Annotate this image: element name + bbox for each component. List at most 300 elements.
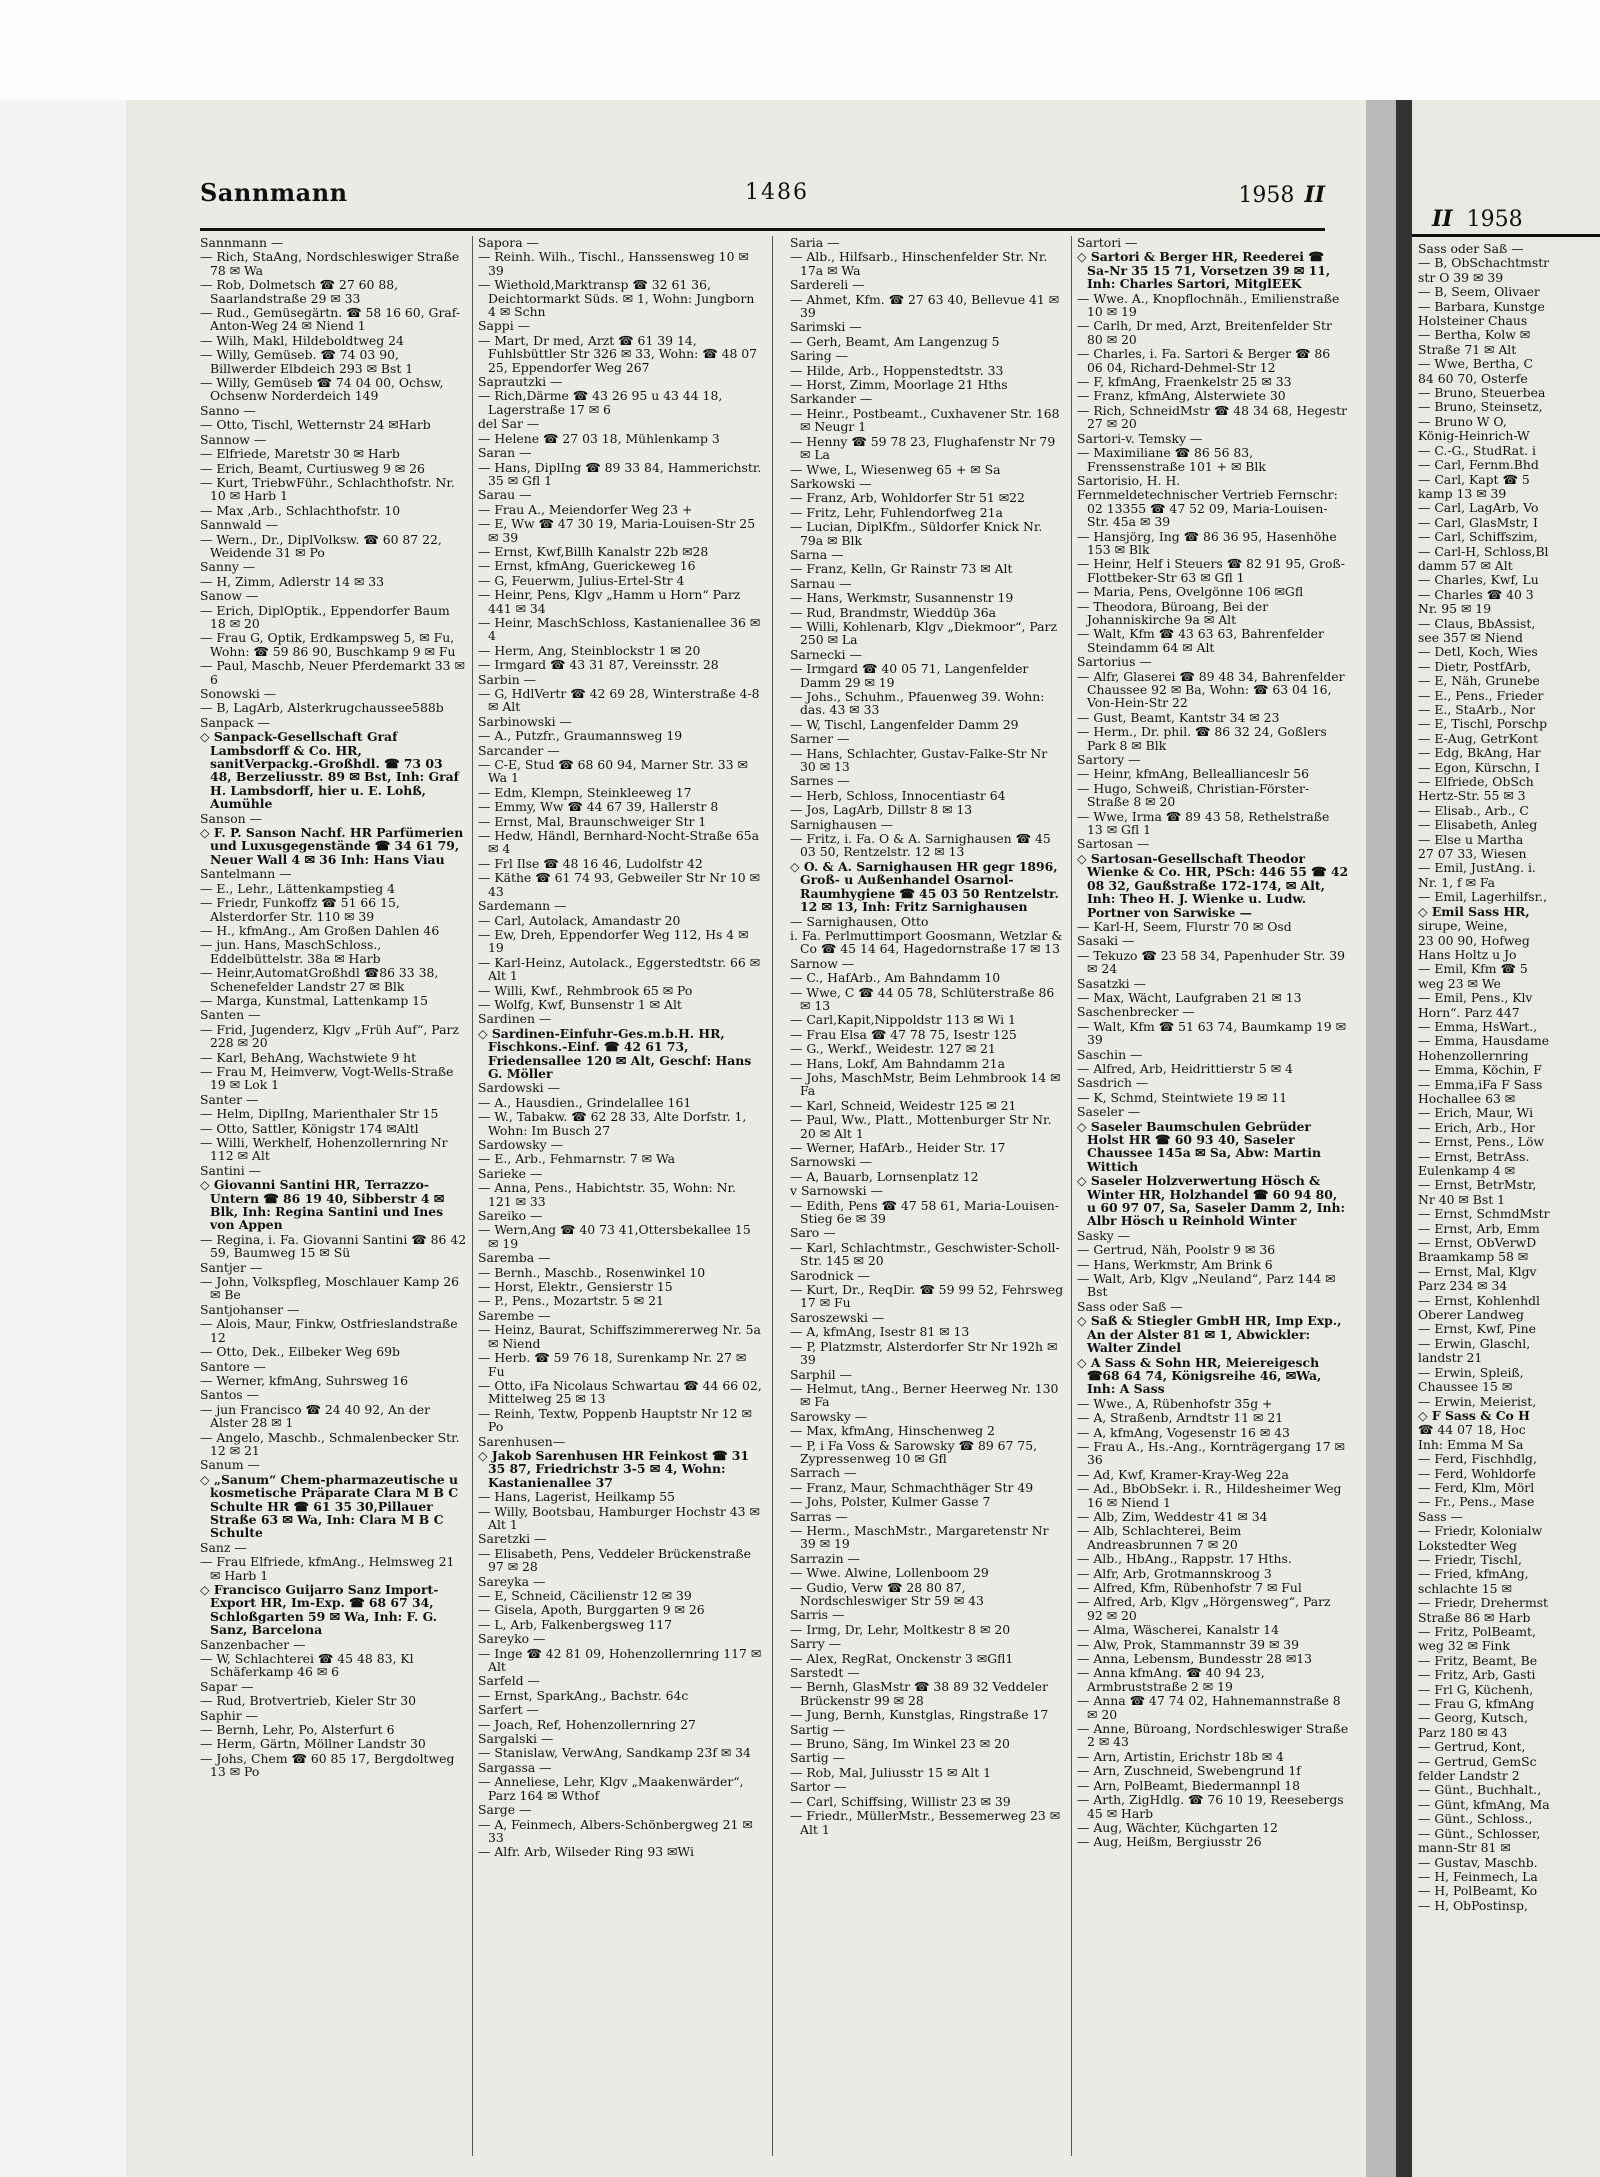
facing-entry: — Günt., Schlosser,: [1418, 1825, 1541, 1841]
directory-entry: — E., Lehr., Lättenkampstieg 4: [200, 880, 395, 896]
directory-entry: Saremba —: [478, 1250, 551, 1266]
facing-entry: weg 23 ✉ We: [1418, 975, 1501, 991]
directory-entry: — Max, kfmAng, Hinschenweg 2: [790, 1423, 995, 1439]
directory-entry: — Ad, Kwf, Kramer-Kray-Weg 22a: [1077, 1466, 1289, 1482]
directory-entry: — Arn, Artistin, Erichstr 18b ✉ 4: [1077, 1748, 1284, 1764]
directory-entry: ◇ Francisco Guijarro Sanz Import-Export HR, Im-Exp. ☎ 68 67 34, Schloßgarten 59 ✉ Wa, Inh: F. G. Sanz, Barcelona: [200, 1582, 439, 1638]
directory-entry: — Hans, Lokf, Am Bahndamm 21a: [790, 1055, 1005, 1071]
directory-entry: Sareiko —: [478, 1208, 543, 1224]
facing-entry: ◇ F Sass & Co H: [1418, 1407, 1530, 1423]
facing-entry: — Ernst, Kwf, Pine: [1418, 1321, 1536, 1337]
directory-entry: — Rich, StaAng, Nordschleswiger Straße 78 ✉ Wa: [200, 249, 460, 278]
directory-entry: Saschenbrecker —: [1077, 1004, 1195, 1020]
directory-entry: Sanpack —: [200, 714, 270, 730]
directory-entry: Sareyka —: [478, 1573, 546, 1589]
directory-entry: — Ernst, Kwf,Billh Kanalstr 22b ✉28: [478, 543, 709, 559]
gutter-shadow: [1396, 100, 1412, 2177]
directory-entry: — Paul, Maschb, Neuer Pferdemarkt 33 ✉ 6: [200, 658, 465, 687]
directory-entry: — Edm, Klempn, Steinkleeweg 17: [478, 784, 692, 800]
directory-entry: — Willi, Kohlenarb, Klgv „Diekmoor“, Parz 250 ✉ La: [790, 618, 1058, 648]
directory-entry: — Otto, Tischl, Wetternstr 24 ✉Harb: [200, 417, 431, 433]
directory-entry: — G, HdlVertr ☎ 42 69 28, Winterstraße 4-8 ✉ Alt: [478, 686, 760, 715]
facing-entry: — Elisab., Arb., C: [1418, 802, 1529, 818]
directory-entry: Sanno —: [200, 402, 256, 418]
directory-entry: — Erich, DiplOptik., Eppendorfer Baum 18 ✉ 20: [200, 602, 450, 631]
directory-entry: Sarstedt —: [790, 1665, 860, 1681]
directory-entry: — Wern,Ang ☎ 40 73 41,Ottersbekallee 15 ✉ 19: [478, 1222, 751, 1251]
directory-entry: Sappi —: [478, 318, 531, 334]
directory-entry: — H., kfmAng., Am Großen Dahlen 46: [200, 922, 440, 938]
facing-entry: — Bruno W O,: [1418, 413, 1507, 429]
directory-entry: — Heinr., Postbeamt., Cuxhavener Str. 168 ✉ Neugr 1: [790, 405, 1060, 435]
facing-entry: — Carl, LagArb, Vo: [1418, 500, 1539, 516]
running-head: Sannmann: [200, 178, 348, 207]
directory-entry: Sasatzki —: [1077, 975, 1146, 991]
directory-entry: — W., Tabakw. ☎ 62 28 33, Alte Dorfstr. 1, Wohn: Im Busch 27: [478, 1109, 747, 1138]
directory-entry: Sartorisio, H. H.: [1077, 472, 1181, 488]
facing-entry: — Dietr, PostfArb,: [1418, 658, 1531, 674]
directory-entry: Saria —: [790, 236, 840, 250]
facing-entry: Sass —: [1418, 1508, 1463, 1524]
facing-column: [1418, 242, 1600, 2162]
directory-entry: — Irmg, Dr, Lehr, Moltkestr 8 ✉ 20: [790, 1621, 1011, 1637]
directory-entry: Santer —: [200, 1091, 259, 1107]
directory-entry: — Johs, Chem ☎ 60 85 17, Bergdoltweg 13 ✉ Po: [200, 1750, 455, 1780]
directory-entry: ◇ Giovanni Santini HR, Terrazzo-Untern ☎ 86 19 40, Sibberstr 4 ✉ Blk, Inh: Regina Santini und Ines von Appen: [200, 1177, 445, 1233]
column-4: [1077, 236, 1349, 2156]
facing-entry: — Ernst, Kohlenhdl: [1418, 1292, 1541, 1308]
page-number: 1486: [745, 180, 809, 205]
directory-entry: Sasky —: [1077, 1227, 1131, 1243]
directory-entry: Saseler —: [1077, 1104, 1141, 1120]
directory-entry: — Arn, Zuschneid, Swebengrund 1f: [1077, 1763, 1301, 1779]
directory-entry: — Rob, Mal, Juliusstr 15 ✉ Alt 1: [790, 1764, 991, 1780]
facing-entry: Inh: Emma M Sa: [1418, 1436, 1524, 1452]
directory-entry: — Alfr, Glaserei ☎ 89 48 34, Bahrenfelder Chaussee 92 ✉ Ba, Wohn: ☎ 63 04 16, Von-Hein-Str 22: [1077, 668, 1345, 711]
facing-entry: — Carl, Schiffszim,: [1418, 529, 1538, 545]
directory-entry: — Bernh, GlasMstr ☎ 38 89 32 Veddeler Brückenstr 99 ✉ 28: [790, 1679, 1049, 1708]
facing-entry: felder Landstr 2: [1418, 1768, 1520, 1784]
directory-entry: — Frau A., Meiendorfer Weg 23 +: [478, 501, 693, 517]
directory-entry: — Wwe. A., Knopflochnäh., Emilienstraße 10 ✉ 19: [1077, 290, 1340, 320]
directory-entry: Sardowsky —: [478, 1137, 563, 1152]
directory-entry: — Henny ☎ 59 78 23, Flughafenstr Nr 79 ✉ La: [790, 433, 1056, 463]
directory-entry: del Sar —: [478, 416, 540, 432]
directory-entry: Sarnighausen —: [790, 816, 894, 832]
directory-entry: — Johs, MaschMstr, Beim Lehmbrook 14 ✉ Fa: [790, 1069, 1061, 1099]
directory-entry: — Frau Elfriede, kfmAng., Helmsweg 21 ✉ Harb 1: [200, 1554, 455, 1583]
directory-entry: — Carl, Autolack, Amandastr 20: [478, 912, 681, 928]
directory-entry: Sapora —: [478, 236, 539, 250]
facing-entry: Chaussee 15 ✉: [1418, 1379, 1513, 1395]
directory-entry: Sarris —: [790, 1607, 845, 1623]
directory-entry: ◇ A Sass & Sohn HR, Meiereigesch ☎68 64 74, Königsreihe 46, ✉Wa, Inh: A Sass: [1077, 1354, 1322, 1397]
facing-entry: — Detl, Koch, Wies: [1418, 644, 1538, 660]
facing-page: [1412, 100, 1600, 2177]
facing-entry: weg 32 ✉ Fink: [1418, 1638, 1510, 1654]
directory-entry: Sarrach —: [790, 1465, 857, 1481]
facing-entry: — Bruno, Steuerbea: [1418, 385, 1546, 401]
directory-entry: Sarcander —: [478, 742, 560, 758]
directory-entry: — Lucian, DiplKfm., Süldorfer Knick Nr. 79a ✉ Blk: [790, 519, 1043, 548]
directory-entry: — Carl,Kapit,Nippoldstr 113 ✉ Wi 1: [790, 1012, 1016, 1028]
facing-entry: — Ernst, BetrAss.: [1418, 1148, 1530, 1164]
facing-entry: — Carl, GlasMstr, I: [1418, 514, 1538, 530]
facing-entry: — Günt., Buchhalt.,: [1418, 1782, 1542, 1798]
directory-entry: — Johs, Polster, Kulmer Gasse 7: [790, 1494, 991, 1510]
facing-entry: — Emma, HsWart.,: [1418, 1018, 1538, 1034]
facing-entry: — Emil, JustAng. i.: [1418, 860, 1536, 876]
directory-entry: — Frau M, Heimverw, Vogt-Wells-Straße 19 ✉ Lok 1: [200, 1063, 454, 1093]
directory-entry: — Anneliese, Lehr, Klgv „Maakenwärder“, Parz 164 ✉ Wthof: [478, 1774, 744, 1803]
column-divider: [772, 236, 773, 2156]
directory-entry: — Karl, Schlachtmstr., Geschwister-Scholl-Str. 145 ✉ 20: [790, 1239, 1060, 1269]
facing-page-header: [1432, 206, 1523, 232]
directory-entry: — Theodora, Büroang, Bei der Johanniskirche 9a ✉ Alt: [1077, 598, 1269, 627]
directory-entry: — Ernst, Mal, Braunschweiger Str 1: [478, 813, 707, 829]
facing-entry: — Günt, kfmAng, Ma: [1418, 1796, 1550, 1812]
directory-entry: — Ew, Dreh, Eppendorfer Weg 112, Hs 4 ✉ 19: [478, 926, 749, 956]
facing-entry: — Gustav, Maschb.: [1418, 1854, 1538, 1870]
directory-entry: — Alfred, Arb, Klgv „Hörgensweg“, Parz 92 ✉ 20: [1077, 1594, 1331, 1623]
facing-entry: Parz 234 ✉ 34: [1418, 1278, 1508, 1294]
directory-entry: — Franz, kfmAng, Alsterwiete 30: [1077, 388, 1286, 404]
directory-entry: Sarnes —: [790, 773, 850, 789]
directory-entry: — A, Bauarb, Lornsenplatz 12: [790, 1168, 979, 1184]
facing-entry: Holsteiner Chaus: [1418, 313, 1528, 329]
facing-entry: — Gertrud, GemSc: [1418, 1753, 1537, 1769]
facing-entry: 23 00 90, Hofweg: [1418, 932, 1530, 948]
directory-entry: — Walt, Kfm ☎ 43 63 63, Bahrenfelder Steindamm 64 ✉ Alt: [1077, 626, 1324, 655]
directory-entry: — Rich, SchneidMstr ☎ 48 34 68, Hegestr 27 ✉ 20: [1077, 402, 1348, 432]
facing-entry: sirupe, Weine,: [1418, 918, 1508, 934]
facing-entry: — Else u Martha: [1418, 831, 1524, 847]
directory-entry: — Marga, Kunstmal, Lattenkamp 15: [200, 992, 428, 1008]
directory-entry: — Aug, Wächter, Küchgarten 12: [1077, 1819, 1278, 1835]
directory-entry: ◇ Saß & Stiegler GmbH HR, Imp Exp., An der Alster 81 ✉ 1, Abwickler: Walter Zindel: [1077, 1313, 1342, 1356]
facing-entry: — Erwin, Glaschl,: [1418, 1335, 1531, 1351]
facing-entry: — Erwin, Spleiß,: [1418, 1364, 1524, 1380]
directory-entry: — Frau A., Hs.-Ang., Kornträgergang 17 ✉ 36: [1077, 1438, 1345, 1468]
facing-entry: — Ferd, Klm, Mörl: [1418, 1479, 1535, 1495]
directory-entry: — Edith, Pens ☎ 47 58 61, Maria-Louisen-Stieg 6e ✉ 39: [790, 1197, 1059, 1227]
facing-entry: — Friedr, Kolonialw: [1418, 1523, 1543, 1539]
directory-entry: — P, i Fa Voss & Sarowsky ☎ 89 67 75, Zypressenweg 10 ✉ Gfl: [790, 1437, 1038, 1466]
directory-entry: Santini —: [200, 1162, 262, 1178]
directory-entry: — Hans, Schlachter, Gustav-Falke-Str Nr 30 ✉ 13: [790, 745, 1048, 775]
directory-entry: — Walt, Arb, Klgv „Neuland“, Parz 144 ✉ Bst: [1077, 1271, 1336, 1300]
directory-entry: — Alb, Schlachterei, Beim Andreasbrunnen 7 ✉ 20: [1077, 1523, 1242, 1552]
directory-entry: — Horst, Zimm, Moorlage 21 Hths: [790, 377, 1008, 393]
directory-entry: ◇ Sartori & Berger HR, Reederei ☎ Sa-Nr 35 15 71, Vorsetzen 39 ✉ 11, Inh: Charles Sartori, MitglEEK: [1077, 249, 1331, 292]
facing-entry: — Friedr, Drehermst: [1418, 1595, 1549, 1611]
directory-entry: — Carlh, Dr med, Arzt, Breitenfelder Str 80 ✉ 20: [1077, 318, 1332, 347]
scan-margin-top: [0, 0, 1600, 100]
facing-entry: Parz 180 ✉ 43: [1418, 1724, 1508, 1740]
facing-entry: — Friedr, Tischl,: [1418, 1551, 1522, 1567]
directory-entry: — A., Putzfr., Graumannsweg 19: [478, 728, 683, 744]
facing-entry: Hohenzollernring: [1418, 1047, 1529, 1063]
directory-entry: Santore —: [200, 1358, 266, 1374]
directory-entry: Sonowski —: [200, 686, 277, 701]
directory-entry: — Alb., Hilfsarb., Hinschenfelder Str. Nr. 17a ✉ Wa: [790, 249, 1048, 278]
directory-entry: — Heinr, Helf i Steuers ☎ 82 91 95, Groß-Flottbeker-Str 63 ✉ Gfl 1: [1077, 556, 1345, 585]
directory-entry: — Alfred, Kfm, Rübenhofstr 7 ✉ Ful: [1077, 1580, 1302, 1595]
directory-entry: Saran —: [478, 445, 532, 461]
directory-entry: — A, kfmAng, Isestr 81 ✉ 13: [790, 1324, 970, 1340]
directory-entry: Sarfeld —: [478, 1673, 540, 1689]
facing-entry: — Emma, Köchin, F: [1418, 1062, 1542, 1078]
facing-entry: — Elisabeth, Anleg: [1418, 817, 1538, 833]
directory-entry: — H, Zimm, Adlerstr 14 ✉ 33: [200, 573, 385, 589]
directory-entry: — A, Straßenb, Arndtstr 11 ✉ 21: [1077, 1410, 1284, 1426]
directory-entry: — Herb. ☎ 59 76 18, Surenkamp Nr. 27 ✉ Fu: [478, 1350, 747, 1379]
directory-entry: — F, kfmAng, Fraenkelstr 25 ✉ 33: [1077, 374, 1292, 390]
directory-entry: Sardemann —: [478, 898, 567, 914]
facing-entry: — Emma, Hausdame: [1418, 1033, 1550, 1049]
directory-entry: — Mart, Dr med, Arzt ☎ 61 39 14, Fuhlsbüttler Str 326 ✉ 33, Wohn: ☎ 48 07 25, Eppendorfer Weg 267: [478, 332, 758, 375]
directory-entry: — Frau Elsa ☎ 47 78 75, Isestr 125: [790, 1026, 1017, 1042]
directory-entry: Santen —: [200, 1007, 261, 1023]
directory-entry: Sanum —: [200, 1457, 260, 1473]
facing-entry: Nr. 1, f ✉ Fa: [1418, 874, 1496, 890]
directory-entry: Sarna —: [790, 546, 844, 562]
facing-entry: — B, Seem, Olivaer: [1418, 284, 1540, 300]
facing-entry: mann-Str 81 ✉: [1418, 1840, 1511, 1856]
directory-entry: — Friedr, Funkoffz ☎ 51 66 15, Alsterdorfer Str. 110 ✉ 39: [200, 895, 400, 924]
facing-entry: — Charles ☎ 40 3: [1418, 586, 1534, 602]
directory-entry: — Wwe, C ☎ 44 05 78, Schlüterstraße 86 ✉ 13: [790, 984, 1055, 1013]
directory-entry: — Paul, Ww., Platt., Mottenburger Str Nr. 20 ✉ Alt 1: [790, 1112, 1052, 1141]
directory-entry: — Helm, DiplIng, Marienthaler Str 15: [200, 1106, 439, 1122]
directory-entry: — Alois, Maur, Finkw, Ostfrieslandstraße 12: [200, 1316, 458, 1345]
directory-entry: — Hilde, Arb., Hoppenstedtstr. 33: [790, 362, 1004, 378]
directory-entry: — Alfred, Arb, Heidrittierstr 5 ✉ 4: [1077, 1060, 1293, 1076]
directory-entry: Sasdrich —: [1077, 1075, 1149, 1091]
facing-entry: — Emma,iFa F Sass: [1418, 1076, 1543, 1092]
facing-entry: — Barbara, Kunstge: [1418, 298, 1545, 314]
directory-entry: — Anna, Pens., Habichtstr. 35, Wohn: Nr. 121 ✉ 33: [478, 1180, 736, 1209]
facing-entry: — Frau G, kfmAng: [1418, 1696, 1535, 1712]
directory-entry: — Karl-H, Seem, Flurstr 70 ✉ Osd: [1077, 918, 1292, 934]
directory-entry: ◇ O. & A. Sarnighausen HR gegr 1896, Groß- u Außenhandel Osarnol-Raumhygiene ☎ 45 03 50 Rentzelstr. 12 ✉ 13, Inh: Fritz Sarnighausen: [790, 858, 1059, 915]
directory-entry: Sartig —: [790, 1721, 846, 1737]
facing-entry: Hochallee 63 ✉: [1418, 1090, 1516, 1106]
facing-entry: — Claus, BbAssist,: [1418, 615, 1536, 631]
directory-entry: — Alb., HbAng., Rappstr. 17 Hths.: [1077, 1551, 1292, 1567]
facing-entry: — Charles, Kwf, Lu: [1418, 572, 1539, 588]
facing-entry: Braamkamp 58 ✉: [1418, 1249, 1529, 1265]
directory-entry: Santjohanser —: [200, 1301, 300, 1317]
directory-entry: Sarembe —: [478, 1307, 551, 1323]
directory-entry: Sartosan —: [1077, 836, 1150, 852]
facing-entry: — Ernst, ObVerwD: [1418, 1235, 1537, 1251]
directory-entry: — E, Ww ☎ 47 30 19, Maria-Louisen-Str 25 ✉ 39: [478, 516, 756, 545]
directory-entry: — Karl-Heinz, Autolack., Eggerstedtstr. 66 ✉ Alt 1: [478, 954, 761, 984]
directory-entry: Santjer —: [200, 1259, 263, 1275]
facing-entry: — H, PolBeamt, Ko: [1418, 1883, 1538, 1899]
facing-entry: Eulenkamp 4 ✉: [1418, 1163, 1516, 1178]
directory-entry: Sarrazin —: [790, 1550, 860, 1566]
directory-entry: — Horst, Elektr., Gensierstr 15: [478, 1279, 673, 1295]
facing-entry: — Emil, Lagerhilfsr.,: [1418, 889, 1548, 905]
directory-entry: — Herm, Ang, Steinblockstr 1 ✉ 20: [478, 642, 701, 658]
directory-entry: — B, LagArb, Alsterkrugchaussee588b: [200, 700, 444, 716]
directory-entry: — Fritz, Lehr, Fuhlendorfweg 21a: [790, 504, 1003, 520]
directory-entry: Sardereli —: [790, 277, 865, 293]
facing-entry: — Fr., Pens., Mase: [1418, 1494, 1535, 1510]
directory-entry: — Arth, ZigHdlg. ☎ 76 10 19, Reesebergs 45 ✉ Harb: [1077, 1792, 1344, 1821]
directory-entry: — Heinr,AutomatGroßhdl ☎86 33 38, Schenefelder Landstr 27 ✉ Blk: [200, 965, 439, 994]
directory-entry: Sanz —: [200, 1539, 247, 1555]
directory-entry: ◇ Saseler Holzverwertung Hösch & Winter HR, Holzhandel ☎ 60 94 80, u 60 97 07, Sa, Saseler Damm 2, Inh: Albr Hösch u Reinhold Winter: [1077, 1173, 1346, 1229]
directory-entry: — Johs., Schuhm., Pfauenweg 39. Wohn: das. 43 ✉ 33: [790, 689, 1045, 718]
directory-entry: — Bruno, Säng, Im Winkel 23 ✉ 20: [790, 1736, 1010, 1752]
directory-entry: — Bernh., Maschb., Rosenwinkel 10: [478, 1264, 706, 1280]
facing-entry: — E., StaArb., Nor: [1418, 702, 1535, 717]
directory-entry: — Bernh, Lehr, Po, Alsterfurt 6: [200, 1722, 395, 1738]
directory-entry: Saretzki —: [478, 1531, 547, 1547]
directory-entry: Sapar —: [200, 1678, 254, 1694]
directory-entry: — Ernst, SparkAng., Bachstr. 64c: [478, 1687, 689, 1703]
directory-entry: — G., Werkf., Weidestr. 127 ✉ 21: [790, 1041, 996, 1057]
directory-entry: — Helmut, tAng., Berner Heerweg Nr. 130 ✉ Fa: [790, 1380, 1059, 1410]
directory-entry: — Wwe., A, Rübenhofstr 35g +: [1077, 1395, 1273, 1411]
directory-entry: — Wiethold,Marktransp ☎ 32 61 36, Deichtormarkt Süds. ✉ 1, Wohn: Jungborn 4 ✉ Schn: [478, 277, 755, 320]
facing-entry: — Ernst, SchmdMstr: [1418, 1206, 1550, 1222]
directory-entry: — Gust, Beamt, Kantstr 34 ✉ 23: [1077, 709, 1280, 725]
facing-entry: — Ernst, Arb, Emm: [1418, 1220, 1540, 1236]
directory-entry: — Frid, Jugenderz, Klgv „Früh Auf“, Parz 228 ✉ 20: [200, 1021, 459, 1051]
directory-entry: Sannwald —: [200, 517, 279, 533]
directory-entry: — Carl, Schiffsing, Willistr 23 ✉ 39: [790, 1793, 1011, 1809]
facing-entry: — Frl G, Küchenh,: [1418, 1681, 1534, 1697]
directory-entry: — Ahmet, Kfm. ☎ 27 63 40, Bellevue 41 ✉ 39: [790, 291, 1060, 321]
facing-entry: — Fritz, Beamt, Be: [1418, 1652, 1538, 1668]
directory-entry: Sartori —: [1077, 236, 1138, 250]
directory-entry: — Werner, kfmAng, Suhrsweg 16: [200, 1372, 408, 1388]
directory-entry: — Heinr, Pens, Klgv „Hamm u Horn“ Parz 441 ✉ 34: [478, 587, 741, 616]
directory-entry: Sarieke —: [478, 1165, 543, 1181]
directory-entry: — Gerh, Beamt, Am Langenzug 5: [790, 333, 1000, 349]
directory-entry: — Jung, Bernh, Kunstglas, Ringstraße 17: [790, 1707, 1049, 1723]
facing-entry: — Egon, Kürschn, I: [1418, 759, 1540, 775]
directory-entry: — Aug, Heißm, Bergiusstr 26: [1077, 1834, 1262, 1850]
directory-entry: ◇ Sartosan-Gesellschaft Theodor Wienke & Co. HR, PSch: 446 55 ☎ 42 08 32, Gaußstraße 172-174, ✉ Alt, Inh: Theo H. J. Wienke u. Ludw. Portner von Sarwiske —: [1077, 850, 1349, 920]
directory-entry: — Charles, i. Fa. Sartori & Berger ☎ 86 06 04, Richard-Dehmel-Str 12: [1077, 346, 1331, 375]
directory-entry: Sartor —: [790, 1779, 847, 1795]
facing-entry: — Gertrud, Kont,: [1418, 1739, 1526, 1755]
facing-entry: — Bruno, Steinsetz,: [1418, 399, 1543, 415]
facing-entry: 27 07 33, Wiesen: [1418, 846, 1527, 862]
facing-entry: — H, ObPostinsp,: [1418, 1897, 1528, 1913]
facing-volume: II: [1432, 206, 1453, 232]
directory-entry: Sarimski —: [790, 319, 862, 335]
directory-entry: — Herb, Schloss, Innocentiastr 64: [790, 787, 1006, 803]
directory-entry: — P, Platzmstr, Alsterdorfer Str Nr 192h ✉ 39: [790, 1338, 1058, 1368]
directory-entry: — Alex, RegRat, Onckenstr 3 ✉Gfl1: [790, 1650, 1014, 1666]
directory-entry: Sarry —: [790, 1636, 842, 1652]
facing-entry: — E., Pens., Frieder: [1418, 687, 1544, 703]
directory-entry: — Willy, Gemüseb ☎ 74 04 00, Ochsw, Ochsenw Norderdeich 149: [200, 375, 444, 404]
facing-entry: — Fried, kfmAng,: [1418, 1566, 1529, 1582]
directory-entry: Sarras —: [790, 1508, 848, 1524]
facing-entry: ☎ 44 07 18, Hoc: [1418, 1422, 1526, 1438]
directory-entry: — Hugo, Schweiß, Christian-Förster-Straße 8 ✉ 20: [1077, 780, 1310, 810]
facing-entry: — Emil, Pens., Klv: [1418, 990, 1533, 1006]
directory-entry: Saphir —: [200, 1707, 259, 1723]
directory-entry: — Alb, Zim, Weddestr 41 ✉ 34: [1077, 1508, 1268, 1524]
directory-entry: Sartori-v. Temsky —: [1077, 430, 1203, 446]
directory-entry: — Franz, Arb, Wohldorfer Str 51 ✉22: [790, 490, 1025, 506]
facing-entry: — Erich, Arb., Hor: [1418, 1119, 1535, 1135]
directory-entry: — Tekuzo ☎ 23 58 34, Papenhuder Str. 39 ✉ 24: [1077, 947, 1345, 977]
directory-entry: — Alma, Wäscherei, Kanalstr 14: [1077, 1622, 1279, 1638]
facing-entry: schlachte 15 ✉: [1418, 1580, 1512, 1596]
directory-entry: Sarnowski —: [790, 1154, 873, 1170]
directory-entry: — Sarnighausen, Otto: [790, 913, 929, 929]
directory-entry: — Wwe. Alwine, Lollenboom 29: [790, 1565, 989, 1581]
directory-entry: — Heinr, MaschSchloss, Kastanienallee 36 ✉ 4: [478, 614, 761, 644]
directory-entry: Sarnow —: [790, 955, 855, 971]
directory-entry: — P., Pens., Mozartstr. 5 ✉ 21: [478, 1293, 664, 1309]
directory-entry: — Willy, Bootsbau, Hamburger Hochstr 43 ✉ Alt 1: [478, 1503, 760, 1532]
facing-entry: Horn“. Parz 447: [1418, 1004, 1520, 1020]
directory-entry: — Otto, iFa Nicolaus Schwartau ☎ 44 66 02, Mittelweg 25 ✉ 13: [478, 1377, 762, 1407]
facing-entry: kamp 13 ✉ 39: [1418, 485, 1507, 501]
directory-entry: Saroszewski —: [790, 1309, 885, 1325]
facing-entry: König-Heinrich-W: [1418, 428, 1530, 444]
directory-entry: Sareyko —: [478, 1631, 546, 1647]
directory-entry: — Fritz, i. Fa. O & A. Sarnighausen ☎ 45 03 50, Rentzelstr. 12 ✉ 13: [790, 831, 1051, 860]
directory-entry: Sartorius —: [1077, 654, 1152, 670]
directory-entry: Sartory —: [1077, 752, 1141, 768]
directory-entry: Sanny —: [200, 559, 256, 575]
facing-entry: Nr 40 ✉ Bst 1: [1418, 1191, 1505, 1207]
directory-entry: Sarkander —: [790, 391, 873, 407]
directory-entry: Sarbin —: [478, 671, 537, 687]
facing-entry: — E, Tischl, Porschp: [1418, 716, 1548, 732]
directory-entry: Sanson —: [200, 810, 262, 826]
directory-entry: ◇ Saseler Baumschulen Gebrüder Holst HR ☎ 60 93 40, Saseler Chaussee 145a ✉ Sa, Abw: Martin Wittich: [1077, 1118, 1321, 1174]
directory-entry: — Helene ☎ 27 03 18, Mühlenkamp 3: [478, 430, 720, 446]
directory-entry: ◇ F. P. Sanson Nachf. HR Parfümerien und Luxusgegenstände ☎ 34 61 79, Neuer Wall 4 ✉ 36 Inh: Hans Viau: [200, 825, 464, 867]
facing-entry: — Ernst, BetrMstr,: [1418, 1177, 1537, 1193]
directory-entry: Sarner —: [790, 731, 850, 747]
directory-entry: — Walt, Kfm ☎ 51 63 74, Baumkamp 19 ✉ 39: [1077, 1018, 1346, 1048]
directory-entry: Sarnau —: [790, 575, 852, 591]
directory-entry: — Reinh. Wilh., Tischl., Hanssensweg 10 ✉ 39: [478, 249, 749, 278]
column-3: [790, 236, 1065, 2156]
facing-entry: — Ernst, Pens., Löw: [1418, 1134, 1545, 1150]
directory-entry: — Wern., Dr., DiplVolksw. ☎ 60 87 22, Weidende 31 ✉ Po: [200, 531, 442, 560]
directory-entry: Sanzenbacher —: [200, 1636, 306, 1652]
directory-entry: Sargassa —: [478, 1759, 552, 1775]
directory-entry: — Elfriede, Maretstr 30 ✉ Harb: [200, 446, 400, 462]
directory-entry: — Gudio, Verw ☎ 28 80 87, Nordschleswiger Str 59 ✉ 43: [790, 1579, 984, 1608]
facing-entry: — Günt., Schloss.,: [1418, 1811, 1533, 1827]
directory-entry: — Käthe ☎ 61 74 93, Gebweiler Str Nr 10 ✉ 43: [478, 870, 760, 899]
directory-entry: — Arn, PolBeamt, Biedermannpl 18: [1077, 1777, 1301, 1793]
directory-entry: Sannow —: [200, 431, 267, 447]
facing-entry: ◇ Emil Sass HR,: [1418, 903, 1530, 919]
directory-entry: — Hansjörg, Ing ☎ 86 36 95, Hasenhöhe 153 ✉ Blk: [1077, 528, 1337, 557]
facing-entry: — Ernst, Mal, Klgv: [1418, 1263, 1537, 1279]
directory-entry: — Frl Ilse ☎ 48 16 46, Ludolfstr 42: [478, 855, 703, 871]
facing-entry: Hertz-Str. 55 ✉ 3: [1418, 788, 1526, 804]
directory-entry: — E., Arb., Fehmarnstr. 7 ✉ Wa: [478, 1151, 676, 1167]
directory-entry: — Rud, Brandmstr, Wieddüp 36a: [790, 604, 996, 620]
